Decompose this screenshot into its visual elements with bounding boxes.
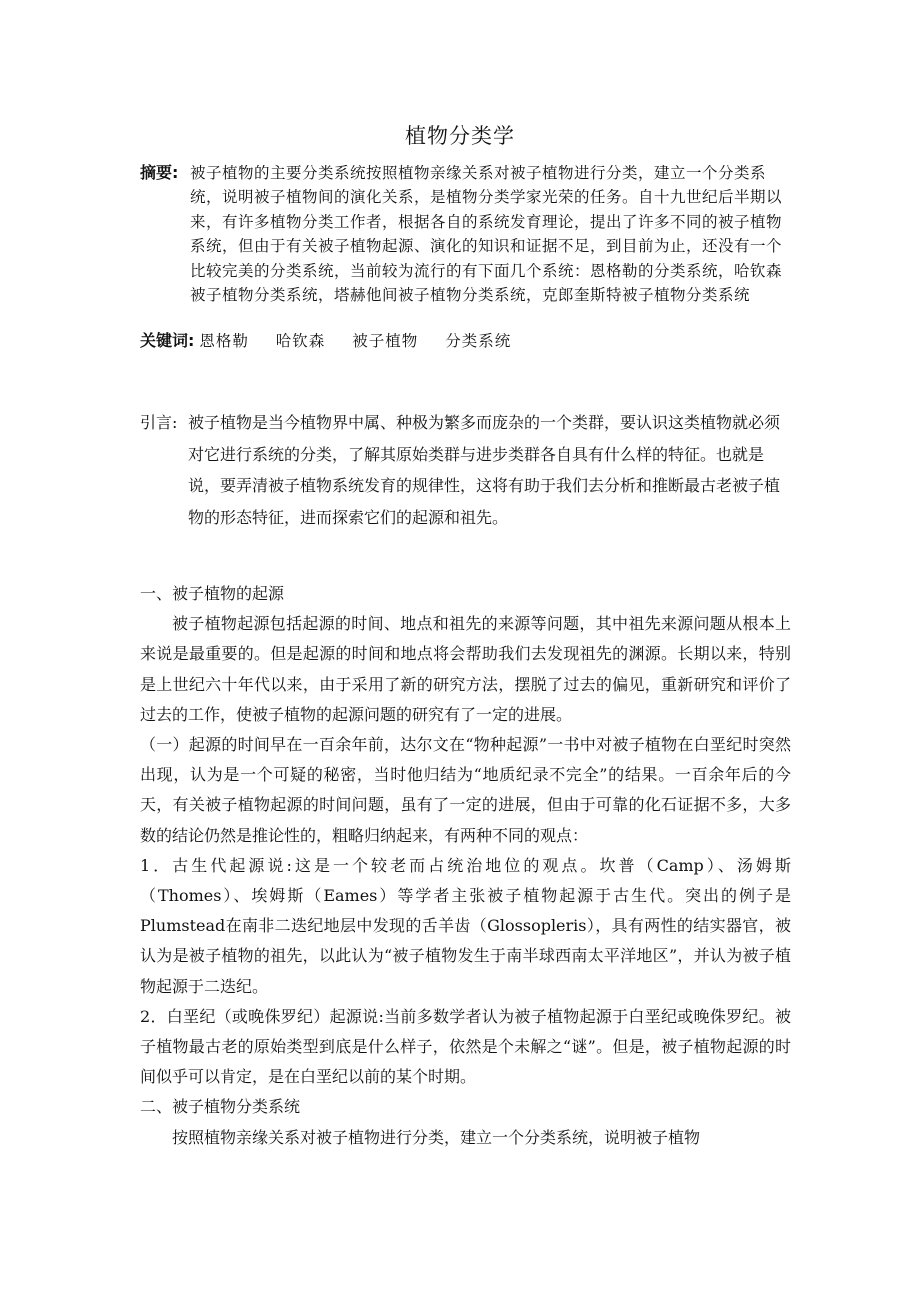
introduction-text: 被子植物是当今植物界中属、种极为繁多而庞杂的一个类群，要认识这类植物就必须对它进行系统的分类，了解其原始类群与进步类群各自具有什么样的特征。也就是说，要弄清被子植物系统发育的规律性，这将有助于我们去分析和推断最古老被子植物的形态特征，进而探索它们的起源和祖先。 bbox=[188, 413, 781, 527]
document-title: 植物分类学 bbox=[405, 124, 515, 148]
section-heading: 一、被子植物的起源 bbox=[140, 584, 285, 603]
abstract-block bbox=[140, 161, 790, 307]
paragraph: 2．白垩纪（或晚侏罗纪）起源说:当前多数学者认为被子植物起源于白垩纪或晚侏罗纪。被子植物最古老的原始类型到底是什么样子，依然是个未解之“谜”。但是，被子植物起源的时间似乎可以肯定，是在白垩纪以前的某个时期。 bbox=[140, 1006, 791, 1087]
introduction-label: 引言: bbox=[140, 413, 178, 432]
paragraph: 被子植物起源包括起源的时间、地点和祖先的来源等问题，其中祖先来源问题从根本上来说是最重要的。但是起源的时间和地点将会帮助我们去发现祖先的渊源。长期以来，特别是上世纪六十年代以来，由于采用了新的研究方法，摆脱了过去的偏见，重新研究和评价了过去的工作，使被子植物的起源问题的研究有了一定的进展。 bbox=[140, 614, 791, 724]
abstract-label: 摘要: bbox=[140, 163, 179, 182]
introduction-block bbox=[140, 407, 790, 533]
keyword: 被子植物 bbox=[352, 332, 419, 350]
keywords-line bbox=[140, 329, 790, 353]
paragraph: 1．古生代起源说:这是一个较老而占统治地位的观点。坎普（Camp）、汤姆斯（Thomes）、埃姆斯（Eames）等学者主张被子植物起源于古生代。突出的例子是Plumstead在南非二迭纪地层中发现的舌羊齿（Glossopleris），具有两性的结实器官，被认为是被子植物的祖先，以此认为“被子植物发生于南半球西南太平洋地区”，并认为被子植物起源于二迭纪。 bbox=[140, 855, 791, 996]
keyword: 分类系统 bbox=[445, 332, 512, 350]
keywords-label: 关键词: bbox=[140, 331, 195, 350]
keyword: 恩格勒 bbox=[199, 332, 249, 350]
section-heading: 二、被子植物分类系统 bbox=[140, 1097, 301, 1117]
body-text bbox=[140, 579, 791, 1153]
abstract-text: 被子植物的主要分类系统按照植物亲缘关系对被子植物进行分类，建立一个分类系统，说明被子植物间的演化关系，是植物分类学家光荣的任务。自十九世纪后半期以来，有许多植物分类工作者，根据各自的系统发育理论，提出了许多不同的被子植物系统，但由于有关被子植物起源、演化的知识和证据不足，到目前为止，还没有一个比较完美的分类系统，当前较为流行的有下面几个系统：恩格勒的分类系统，哈钦森被子植物分类系统，塔赫他间被子植物分类系统，克郎奎斯特被子植物分类系统 bbox=[190, 164, 783, 305]
paragraph: 按照植物亲缘关系对被子植物进行分类，建立一个分类系统，说明被子植物 bbox=[172, 1127, 701, 1147]
paragraph: （一）起源的时间早在一百余年前，达尔文在“物种起源”一书中对被子植物在白垩纪时突然出现，认为是一个可疑的秘密，当时他归结为“地质纪录不完全”的结果。一百余年后的今天，有关被子植物起源的时间问题，虽有了一定的进展，但由于可靠的化石证据不多，大多数的结论仍然是推论性的，粗略归纳起来，有两种不同的观点： bbox=[140, 735, 791, 845]
keyword: 哈钦森 bbox=[275, 332, 326, 350]
